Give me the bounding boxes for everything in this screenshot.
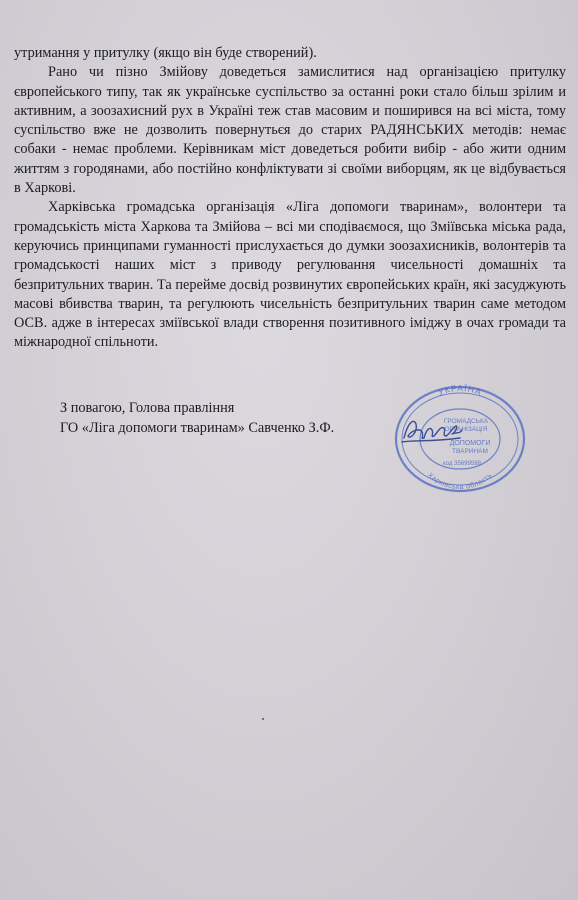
closing-regards: З повагою, Голова правління <box>60 400 235 416</box>
closing-signatory: ГО «Ліга допомоги тваринам» Савченко З.Ф. <box>60 420 335 436</box>
paper-speck <box>262 718 264 720</box>
stamp-inner-line3: ДОПОМОГИ <box>449 440 491 447</box>
stamp-inner-line4: ТВАРИНАМ <box>452 448 488 455</box>
closing-block <box>60 398 400 438</box>
letter-body <box>14 44 566 353</box>
stamp-top-text: УКРАЇНА <box>436 382 484 398</box>
paragraph-appeal: Харківська громадська організація «Ліга допомоги тваринам», волонтери та громадськість міста Харкова та Змійова – всі ми сподіваємося, що Зміївська міська рада, керуючись принципами гуманності прислухається до думки зоозахисників, волонтерів та громадськості наших міст з приводу регулювання чисельності домашніх та безпритульних тварин. Та перейме досвід розвинутих європейських країн, які засуджують масові вбивства тварин, та регулюють чисельність безпритульних тварин саме методом ОСВ. адже в інтересах зміївської влади створення позитивного іміджу в очах громади та міжнародної спільноти. <box>14 199 566 351</box>
stamp-bottom-text: Харківська область <box>426 471 494 492</box>
svg-text:УКРАЇНА <box>437 383 484 397</box>
paragraph-continuation: утримання у притулку (якщо він буде створений). <box>14 45 317 61</box>
handwritten-signature <box>400 412 464 448</box>
signature-icon <box>400 412 464 448</box>
stamp-inner-line1: ГРОМАДСЬКА <box>443 418 489 425</box>
stamp-inner-line2: ОРГАНІЗАЦІЯ <box>444 426 488 433</box>
paragraph-shelter: Рано чи пізно Змійову доведеться замислитися над організацією притулку європейського типу, так як українське суспільство за останні роки стало більш зрілим и активним, а зоозахисний рух в Україні теж став масовим и поширився на всі міста, тому суспільство вже не дозволить повернутьєя до старих РАДЯНСЬКИХ методів: немає собаки - немає проблеми. Керівникам міст доведеться робити вибір - або жити одним життям з городянами, або постійно конфліктувати зі своїми виборцям, як це відбувається в Харкові. <box>14 64 566 197</box>
stamp-code: код 35699599 <box>443 461 481 467</box>
